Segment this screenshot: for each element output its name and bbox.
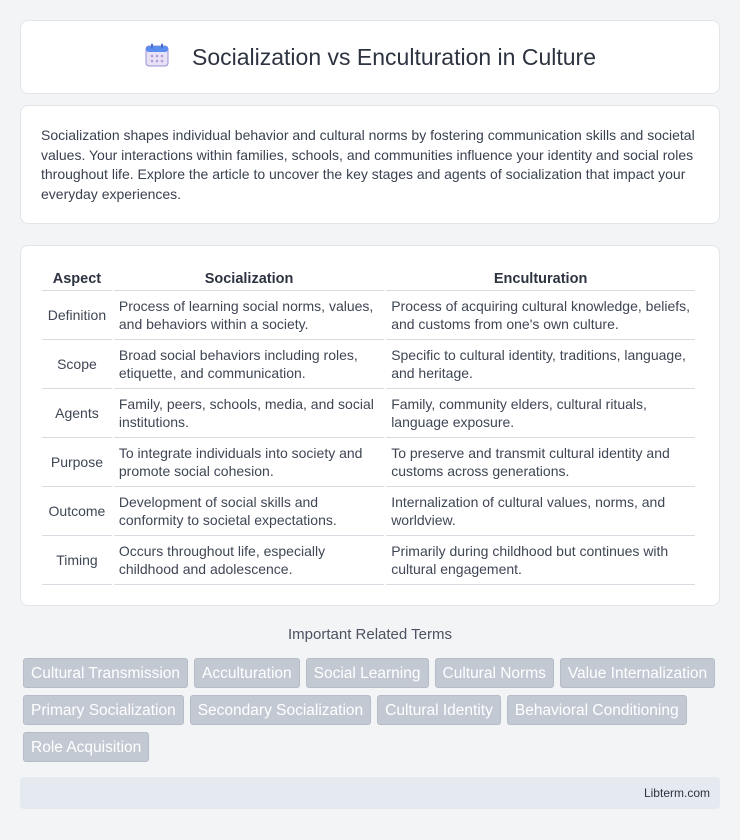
comparison-table — [40, 264, 697, 585]
enculturation-cell: To preserve and transmit cultural identity and customs across generations. — [386, 438, 695, 487]
footer — [20, 777, 720, 809]
enculturation-cell: Primarily during childhood but continues with cultural engagement. — [386, 536, 695, 585]
related-terms-title: Important Related Terms — [288, 626, 452, 643]
aspect-cell: Outcome — [42, 487, 112, 536]
related-term-tag[interactable]: Cultural Transmission — [23, 658, 188, 688]
aspect-cell: Agents — [42, 389, 112, 438]
aspect-cell: Timing — [42, 536, 112, 585]
table-row — [42, 340, 695, 389]
socialization-cell: Broad social behaviors including roles, etiquette, and communication. — [114, 340, 384, 389]
related-term-tag[interactable]: Secondary Socialization — [190, 695, 371, 725]
table-row — [42, 291, 695, 340]
header-socialization: Socialization — [114, 264, 384, 291]
socialization-cell: To integrate individuals into society and promote social cohesion. — [114, 438, 384, 487]
header-enculturation: Enculturation — [386, 264, 695, 291]
aspect-cell: Definition — [42, 291, 112, 340]
related-term-tag[interactable]: Cultural Norms — [435, 658, 554, 688]
aspect-cell: Scope — [42, 340, 112, 389]
header-aspect: Aspect — [42, 264, 112, 291]
related-term-tag[interactable]: Primary Socialization — [23, 695, 184, 725]
related-term-tag[interactable]: Role Acquisition — [23, 732, 149, 762]
table-header-row — [42, 264, 695, 291]
page-title: Socialization vs Enculturation in Culture — [192, 43, 596, 70]
enculturation-cell: Family, community elders, cultural rituals, language exposure. — [386, 389, 695, 438]
aspect-cell: Purpose — [42, 438, 112, 487]
comparison-card — [20, 245, 720, 606]
intro-card — [20, 105, 720, 224]
table-row — [42, 487, 695, 536]
socialization-cell: Development of social skills and conformity to societal expectations. — [114, 487, 384, 536]
table-row — [42, 438, 695, 487]
table-row — [42, 536, 695, 585]
related-term-tag[interactable]: Social Learning — [306, 658, 429, 688]
socialization-cell: Process of learning social norms, values, and behaviors within a society. — [114, 291, 384, 340]
title-wrap — [144, 42, 596, 73]
calendar-icon — [144, 42, 170, 73]
related-terms-list — [23, 658, 723, 762]
enculturation-cell: Process of acquiring cultural knowledge, beliefs, and customs from one's own culture. — [386, 291, 695, 340]
socialization-cell: Occurs throughout life, especially childhood and adolescence. — [114, 536, 384, 585]
header-card — [20, 20, 720, 94]
socialization-cell: Family, peers, schools, media, and social institutions. — [114, 389, 384, 438]
table-row — [42, 389, 695, 438]
related-term-tag[interactable]: Acculturation — [194, 658, 300, 688]
intro-text: Socialization shapes individual behavior and cultural norms by fostering communication skills and societal values. Your interactions within families, schools, and communities influence your identity and social roles throughout life. Explore the article to uncover the key stages and agents of socialization that impact your everyday experiences. — [41, 127, 695, 202]
related-term-tag[interactable]: Value Internalization — [560, 658, 715, 688]
related-term-tag[interactable]: Cultural Identity — [377, 695, 501, 725]
related-term-tag[interactable]: Behavioral Conditioning — [507, 695, 687, 725]
enculturation-cell: Internalization of cultural values, norms, and worldview. — [386, 487, 695, 536]
footer-site-link[interactable]: Libterm.com — [643, 786, 710, 800]
enculturation-cell: Specific to cultural identity, traditions, language, and heritage. — [386, 340, 695, 389]
